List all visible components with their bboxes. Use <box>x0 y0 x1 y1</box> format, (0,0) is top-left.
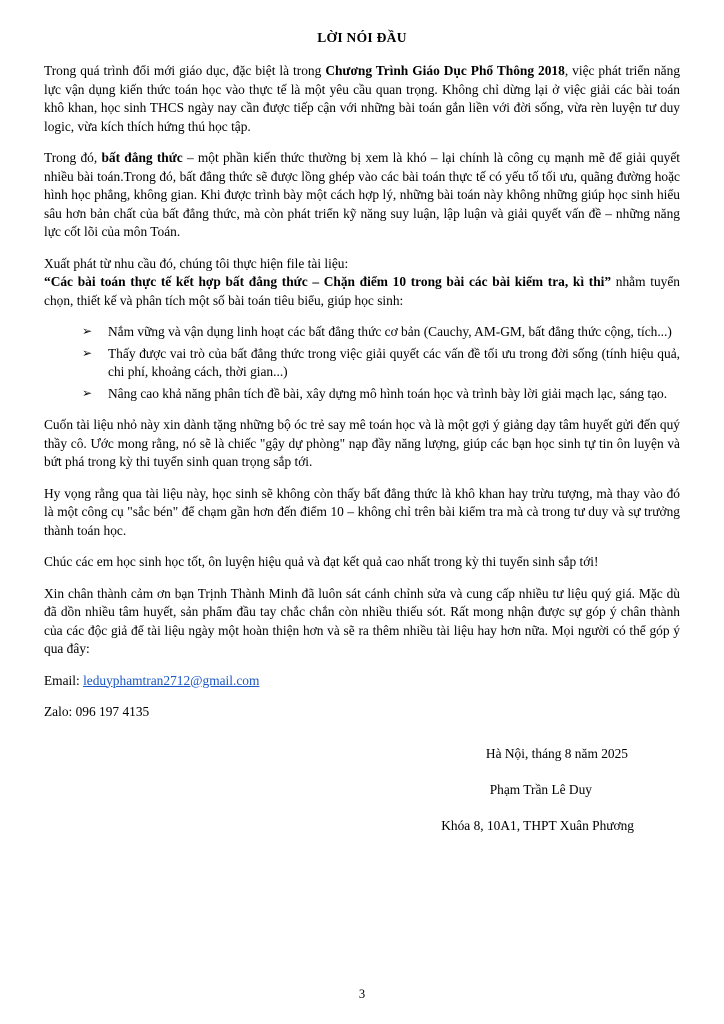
paragraph-2 <box>44 149 680 242</box>
paragraph-2-run-2-bold: bất đẳng thức <box>101 150 183 165</box>
paragraph-7: Xin chân thành cảm ơn bạn Trịnh Thành Minh đã luôn sát cánh chỉnh sửa và cung cấp nhiều tư liệu quý giá. Mặc dù đã dồn nhiều tâm huyết, sản phẩm đầu tay chắc chắn còn nhiều thiếu sót. Rất mong nhận được sự góp ý chân thành của các độc giả để tài liệu ngày một hoàn thiện hơn và sẽ ra thêm nhiều tài liệu hay hơn nữa. Mọi người có thể góp ý qua đây: <box>44 585 680 656</box>
list-item <box>82 323 680 342</box>
signature-affiliation: Khóa 8, 10A1, THPT Xuân Phương <box>441 817 634 833</box>
arrow-bullet-icon: ➢ <box>82 345 93 360</box>
paragraph-6: Chúc các em học sinh học tốt, ôn luyện hiệu quả và đạt kết quả cao nhất trong kỳ thi tuyển sinh sắp tới! <box>44 554 599 569</box>
paragraph-1-run-2-bold: Chương Trình Giáo Dục Phổ Thông 2018 <box>325 63 565 78</box>
page-number: 3 <box>358 987 366 1001</box>
paragraph-1-run-3: , việc phát triển năng lực vận dụng kiến thức toán học vào thực tế là một yêu cầu quan trọng. Không chỉ dừng lại ở việc giải các bài toán khô khan, học sinh THCS ngày nay cần được tiếp cận với những bài toán gắn liền với đời sống, vừa rèn luyện tư duy logic, vừa kích thích hứng thú học tập. <box>44 63 681 134</box>
list-item-text: Thấy được vai trò của bất đẳng thức trong việc giải quyết các vấn đề tối ưu trong đời sống (tính hiệu quả, chi phí, khoảng cách, thời gian...) <box>108 345 680 379</box>
list-item <box>82 345 680 382</box>
objectives-list <box>44 323 680 403</box>
arrow-bullet-icon: ➢ <box>82 324 93 338</box>
arrow-bullet-icon: ➢ <box>82 385 93 400</box>
paragraph-4: Cuốn tài liệu nhỏ này xin dành tặng những bộ óc trẻ say mê toán học và là một gợi ý giảng dạy tâm huyết gửi đến quý thầy cô. Ước mong rằng, nó sẽ là chiếc "gậy dự phòng" nạp đầy năng lượng, giúp các bạn học sinh tự tin ôn luyện và bứt phá trong kỳ thi tuyển sinh quan trọng sắp tới. <box>44 417 680 469</box>
email-line <box>44 672 680 691</box>
signature-block <box>44 744 680 836</box>
paragraph-3-outro: nhằm tuyển chọn, thiết kế và phân tích một số bài toán tiêu biểu, giúp học sinh: <box>44 274 680 308</box>
paragraph-5: Hy vọng rằng qua tài liệu này, học sinh sẽ không còn thấy bất đẳng thức là khô khan hay trừu tượng, mà thay vào đó là một công cụ "sắc bén" để chạm gần hơn đến điểm 10 – không chỉ trên bài kiểm tra mà cà trong tư duy và sự trưởng thành toán học. <box>44 485 680 538</box>
page-title: LỜI NÓI ĐẦU <box>317 30 407 45</box>
paragraph-2-run-3: – một phần kiến thức thường bị xem là khó – lại chính là công cụ mạnh mẽ để giải quyết nhiều bài toán.Trong đó, bất đẳng thức sẽ được lồng ghép vào các bài toán thực tế có yếu tố tối ưu, quãng đường hoặc hình học phẳng, không gian. Khi được trình bày một cách hợp lý, những bài toán này không những giúp học sinh hiểu sâu hơn bản chất của bất đẳng thức, mà còn phát triển kỹ năng suy luận, lập luận và giải quyết vấn đề – những năng lực cốt lõi của môn Toán. <box>44 150 680 239</box>
zalo-line: Zalo: 096 197 4135 <box>44 704 150 719</box>
paragraph-1 <box>44 62 680 136</box>
list-item <box>82 385 680 404</box>
signature-author: Phạm Trần Lê Duy <box>489 781 592 797</box>
paragraph-3-intro: Xuất phát từ nhu cầu đó, chúng tôi thực hiện file tài liệu: <box>44 255 349 271</box>
paragraph-2-run-1: Trong đó, <box>44 150 102 165</box>
list-item-text: Nắm vững và vận dụng linh hoạt các bất đẳng thức cơ bản (Cauchy, AM-GM, bất đẳng thức cộng, tích...) <box>108 324 672 339</box>
signature-place-date: Hà Nội, tháng 8 năm 2025 <box>485 745 628 761</box>
email-link[interactable]: leduyphamtran2712@gmail.com <box>83 672 260 688</box>
paragraph-1-run-1: Trong quá trình đổi mới giáo dục, đặc biệt là trong <box>44 63 326 78</box>
list-item-text: Nâng cao khả năng phân tích đề bài, xây dựng mô hình toán học và trình bày lời giải mạch lạc, sáng tạo. <box>108 385 668 401</box>
document-subtitle-bold: “Các bài toán thực tế kết hợp bất đẳng thức – Chặn điểm 10 trong bài các bài kiểm tra, kì thi” <box>44 274 612 289</box>
email-label: Email: <box>44 672 80 688</box>
paragraph-3 <box>44 255 680 311</box>
